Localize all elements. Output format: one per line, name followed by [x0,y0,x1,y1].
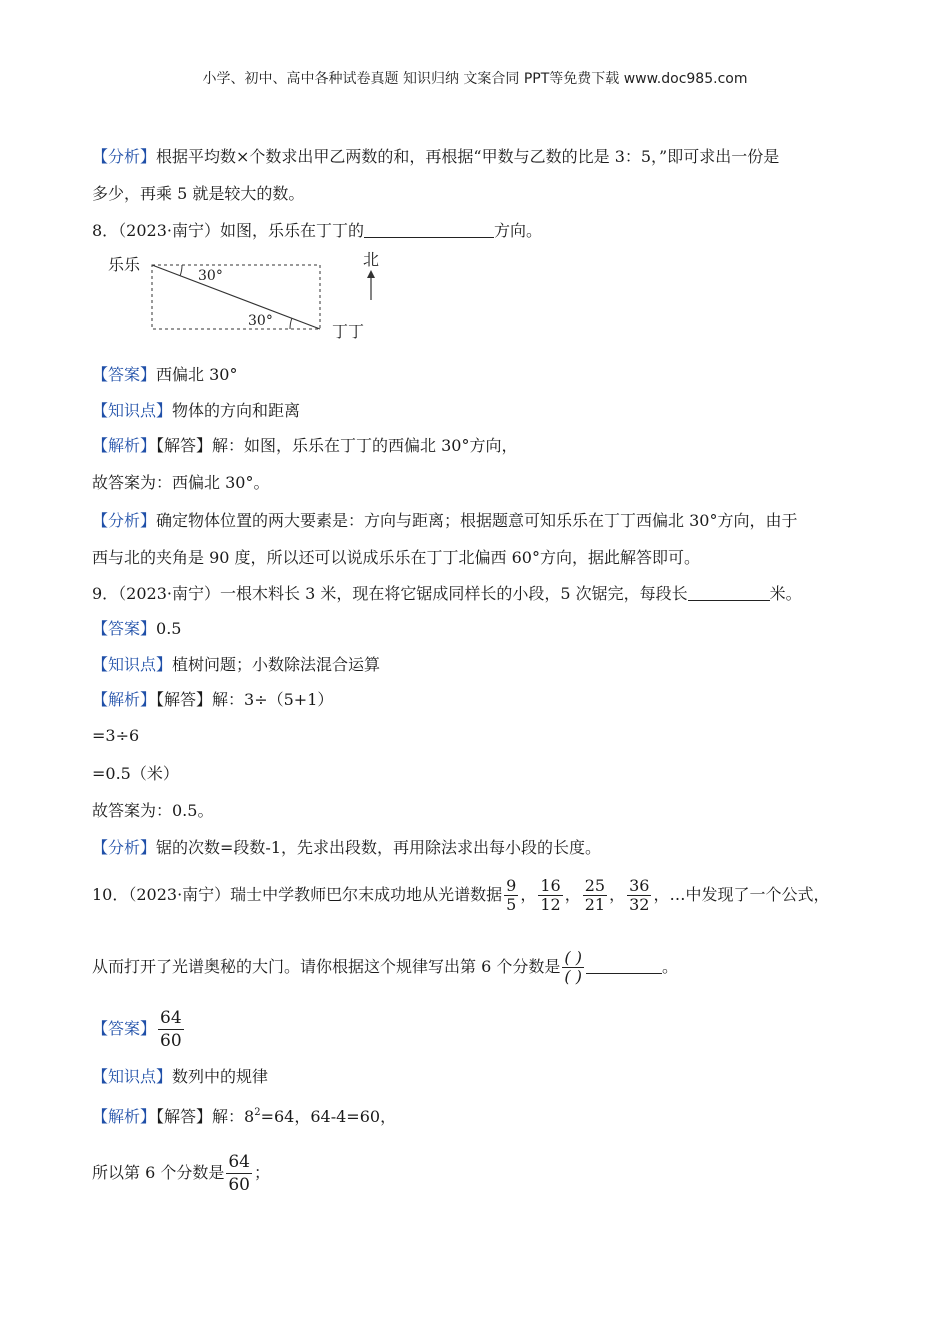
q8-conclusion: 故答案为：西偏北 30°。 [92,473,270,492]
q7-analysis: 【分析】根据平均数×个数求出甲乙两数的和，再根据“甲数与乙数的比是 3：5，”即可求出一份是 [92,147,780,166]
fraction-2: $\frac{16}{12}$ [540,876,561,914]
page-header: 小学、初中、高中各种试卷真题 知识归纳 文案合同 PPT等免费下载 www.doc985.com [202,71,748,87]
final-fraction: $\frac{64}{60}$ [228,1152,250,1195]
q8-knowledge: 【知识点】物体的方向和距离 [92,401,301,420]
q10-stem: 10．（2023·南宁）瑞士中学教师巴尔末成功地从光谱数据 $\frac{9}{5}$ ， $\frac{16}{12}$ ， $\frac{25}{21}$ ， $\frac{36}{32}$ ，…中发现了一个公式， [92,876,830,914]
answer-blank [586,957,662,974]
q8-analysis: 【分析】确定物体位置的两大要素是：方向与距离；根据题意可知乐乐在丁丁西偏北 30°方向，由于 [92,511,798,530]
answer-blank [364,221,494,238]
line-lele-dingding [152,265,320,329]
label-lele: 乐乐 [108,255,141,274]
angle-arc-bottom [290,318,292,329]
q7-analysis-line2: 多少，再乘 5 就是较大的数。 [92,184,305,203]
q9-knowledge: 【知识点】植树问题；小数除法混合运算 [92,655,381,674]
q9-step3: =0.5（米） [92,764,179,783]
q8-solution: 【解析】【解答】解：如图，乐乐在丁丁的西偏北 30°方向， [92,436,518,455]
q8-direction-figure [108,248,398,340]
q8-analysis-line2: 西与北的夹角是 90 度，所以还可以说成乐乐在丁丁北偏西 60°方向，据此解答即可。 [92,548,700,567]
q9-solution: 【解析】【解答】解：3÷（5+1） [92,690,334,709]
label-north: 北 [363,250,380,269]
fraction-4: $\frac{36}{32}$ [629,876,650,914]
q9-stem: 9．（2023·南宁）一根木料长 3 米，现在将它锯成同样长的小段，5 次锯完，每段长 米。 [92,584,802,603]
analysis-tag: 【分析】 [92,147,157,166]
fraction-3: $\frac{25}{21}$ [584,876,606,914]
label-angle-bottom: 30° [248,313,273,329]
q9-answer: 【答案】0.5 [92,619,182,638]
q10-knowledge: 【知识点】数列中的规律 [92,1067,269,1086]
fraction-1: $\frac{9}{5}$ [506,876,517,914]
q8-stem: 8．（2023·南宁）如图，乐乐在丁丁的 方向。 [92,221,543,240]
q10-solution: 【解析】【解答】解：$8^2=64$，64-4=60， [92,1107,397,1126]
q10-final: 所以第 6 个分数是 $\frac{64}{60}$ ； [92,1152,271,1195]
q9-step2: =3÷6 [92,726,140,745]
answer-fraction: $\frac{64}{60}$ [160,1008,182,1051]
north-arrow-icon [367,270,375,278]
q9-analysis: 【分析】锯的次数=段数-1，先求出段数，再用除法求出每小段的长度。 [92,838,602,857]
blank-fraction: $\frac{( )}{( )}$ [564,948,582,986]
label-dingding: 丁丁 [332,322,365,340]
label-angle-top: 30° [198,268,223,284]
angle-arc-top [180,265,182,276]
answer-blank [688,584,770,601]
q10-answer: 【答案】 $\frac{64}{60}$ [92,1008,182,1051]
q8-answer: 【答案】西偏北 30° [92,365,238,384]
q10-stem-line2: 从而打开了光谱奥秘的大门。请你根据这个规律写出第 6 个分数是 $\frac{( )}{( )}$ 。 [92,948,678,986]
q9-conclusion: 故答案为：0.5。 [92,801,214,820]
